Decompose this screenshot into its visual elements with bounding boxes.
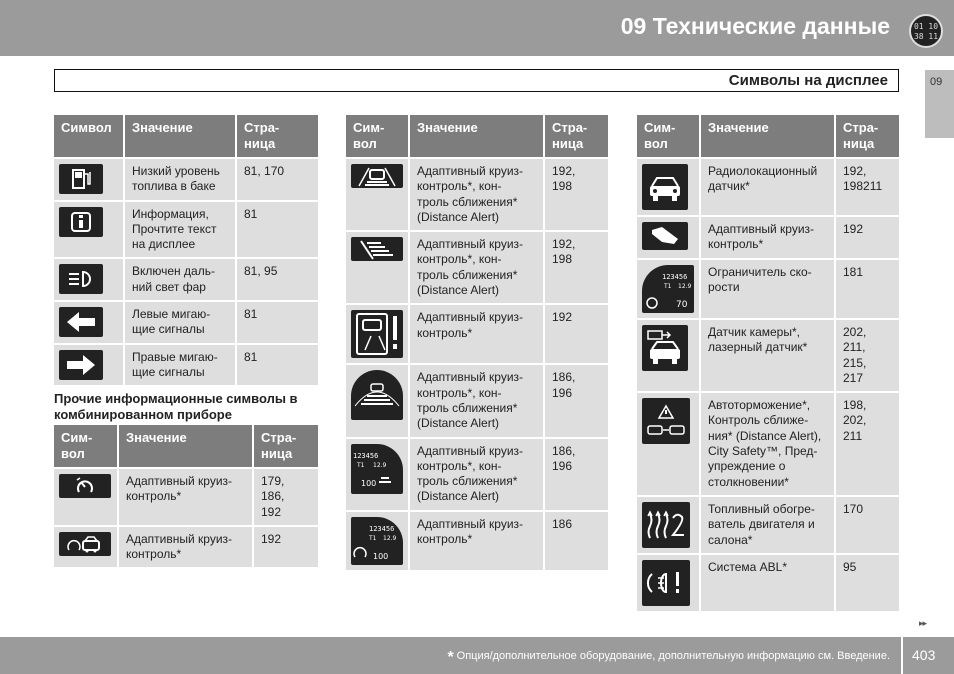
page-number: 403 — [912, 647, 936, 663]
meaning-cell: Топливный обогре- ватель двигателя и салона* — [701, 497, 836, 555]
table-row — [54, 345, 318, 388]
col-meaning: Значение — [701, 115, 836, 159]
footer-note-text: Опция/дополнительное оборудование, дополнительную информацию см. Введение. — [456, 650, 890, 662]
col-meaning: Значение — [125, 115, 237, 159]
page-cell: 81 — [237, 302, 318, 345]
meaning-cell: Адаптивный круиз- контроль* — [410, 305, 545, 365]
col-meaning: Значение — [119, 425, 254, 469]
col-symbol: Сим- вол — [346, 115, 410, 159]
auto-brake-icon — [642, 398, 690, 444]
page-cell: 181 — [836, 260, 899, 320]
car-cruise-icon — [59, 532, 111, 556]
meaning-cell: Адаптивный круиз- контроль*, кон- троль сближения* (Distance Alert) — [410, 159, 545, 232]
meaning-cell: Ограничитель ско- рости — [701, 260, 836, 320]
page-cell: 179, 186, 192 — [254, 469, 318, 527]
col-symbol: Сим- вол — [637, 115, 701, 159]
symbols-table-1 — [54, 115, 318, 387]
gauge-odo-text: 123456 — [369, 524, 395, 533]
gauge-limit-text: 70 — [676, 300, 688, 310]
left-arrow-icon — [59, 307, 103, 337]
gauge-speed-text: 100 — [361, 478, 377, 488]
meaning-cell: Система ABL* — [701, 555, 836, 613]
table-row — [54, 259, 318, 302]
page-cell: 186, 196 — [545, 365, 608, 438]
meaning-cell: Адаптивный круиз- контроль* — [701, 217, 836, 260]
section-bar — [54, 69, 899, 92]
table-row — [346, 512, 608, 572]
table-row — [54, 302, 318, 345]
table-row — [637, 555, 899, 613]
col-page: Стра- ница — [254, 425, 318, 469]
chapter-title: 09 Технические данные — [620, 13, 890, 39]
meaning-cell: Левые мигаю- щие сигналы — [125, 302, 237, 345]
page-cell: 192 — [836, 217, 899, 260]
page-cell: 186 — [545, 512, 608, 572]
speed-limiter-icon — [642, 265, 694, 313]
symbols-table-2 — [54, 425, 318, 569]
page-cell: 192, 198211 — [836, 159, 899, 217]
table-row — [637, 159, 899, 217]
table-row — [637, 260, 899, 320]
subheading: Прочие информационные символы в комбинированном приборе — [54, 391, 298, 422]
footer-divider — [901, 637, 903, 674]
distance-alert-icon — [351, 164, 403, 188]
table-row — [346, 305, 608, 365]
page-cell: 192, 198 — [545, 159, 608, 232]
page-header — [0, 0, 954, 56]
col-page: Стра- ница — [237, 115, 318, 159]
info-icon — [59, 207, 103, 237]
next-page-arrows-icon[interactable]: ▸▸ — [919, 618, 927, 628]
meaning-cell: Адаптивный круиз- контроль*, кон- троль сближения* (Distance Alert) — [410, 439, 545, 512]
table-row — [54, 527, 318, 570]
page-cell: 192 — [254, 527, 318, 570]
table-row — [54, 202, 318, 260]
table-row — [637, 217, 899, 260]
table-row — [54, 159, 318, 202]
chapter-tab[interactable] — [925, 70, 954, 138]
gauge-speed-icon — [351, 517, 403, 565]
gauge-t1-value: 12.9 — [383, 534, 397, 542]
page-cell: 192, 198 — [545, 232, 608, 305]
table-row — [346, 232, 608, 305]
section-title: Символы на дисплее — [728, 72, 888, 89]
meaning-cell: Адаптивный круиз- контроль*, кон- троль сближения* (Distance Alert) — [410, 365, 545, 438]
gauge-odometer-icon — [351, 444, 403, 494]
table-row — [346, 159, 608, 232]
odometer-logo-icon — [909, 14, 943, 48]
page-cell: 192 — [545, 305, 608, 365]
gauge-t1-label: T1 — [369, 534, 377, 542]
gauge-t1-value: 12.9 — [678, 283, 692, 290]
table-row — [637, 393, 899, 497]
page-cell: 170 — [836, 497, 899, 555]
meaning-cell: Автоторможение*, Контроль сближе- ния* (Distance Alert), City Safety™, Пред- упреждение о столкновении* — [701, 393, 836, 497]
page-cell: 95 — [836, 555, 899, 613]
abl-icon — [642, 560, 690, 606]
gauge-odo-text: 123456 — [662, 273, 688, 281]
car-warning-icon — [351, 310, 403, 358]
col-symbol: Символ — [54, 115, 125, 159]
page-cell: 202, 211, 215, 217 — [836, 320, 899, 393]
gauge-t1-label: T1 — [664, 283, 672, 290]
col-meaning: Значение — [410, 115, 545, 159]
fuel-heater-icon — [642, 502, 690, 548]
logo-top-text: 01 10 — [913, 22, 939, 31]
footer-asterisk: * — [447, 649, 454, 666]
table-row — [637, 497, 899, 555]
footer-note — [447, 649, 890, 667]
meaning-cell: Включен даль- ний свет фар — [125, 259, 237, 302]
gauge-road-icon — [351, 370, 403, 420]
meaning-cell: Адаптивный круиз- контроль*, кон- троль сближения* (Distance Alert) — [410, 232, 545, 305]
meaning-cell: Датчик камеры*, лазерный датчик* — [701, 320, 836, 393]
page-cell: 81 — [237, 345, 318, 388]
chapter-tab-label: 09 — [930, 76, 943, 88]
page-cell: 81, 95 — [237, 259, 318, 302]
right-arrow-icon — [59, 350, 103, 380]
high-beam-icon — [59, 264, 103, 294]
camera-car-icon — [642, 325, 688, 371]
col-page: Стра- ница — [836, 115, 899, 159]
hand-cruise-icon — [642, 222, 688, 250]
radar-car-icon — [642, 164, 688, 210]
symbols-table-4 — [637, 115, 899, 613]
meaning-cell: Адаптивный круиз- контроль* — [119, 527, 254, 570]
page-cell: 186, 196 — [545, 439, 608, 512]
table-row — [346, 439, 608, 512]
distance-bars-icon — [351, 237, 403, 261]
table-row — [637, 320, 899, 393]
fuel-pump-icon — [59, 164, 103, 194]
cruise-control-icon — [59, 474, 111, 498]
page-cell: 81 — [237, 202, 318, 260]
meaning-cell: Радиолокационный датчик* — [701, 159, 836, 217]
meaning-cell: Низкий уровень топлива в баке — [125, 159, 237, 202]
logo-bottom-text: 38 11 — [913, 32, 939, 41]
meaning-cell: Адаптивный круиз- контроль* — [119, 469, 254, 527]
meaning-cell: Правые мигаю- щие сигналы — [125, 345, 237, 388]
symbols-table-3 — [346, 115, 608, 572]
gauge-odo-text: 123456 — [353, 451, 379, 460]
meaning-cell: Адаптивный круиз- контроль* — [410, 512, 545, 572]
table-row — [346, 365, 608, 438]
page-cell: 198, 202, 211 — [836, 393, 899, 497]
gauge-t1-label: T1 — [357, 461, 365, 469]
page-cell: 81, 170 — [237, 159, 318, 202]
col-symbol: Сим- вол — [54, 425, 119, 469]
col-page: Стра- ница — [545, 115, 608, 159]
page-footer — [0, 637, 954, 674]
meaning-cell: Информация, Прочтите текст на дисплее — [125, 202, 237, 260]
gauge-t1-value: 12.9 — [373, 461, 387, 469]
gauge-speed-text: 100 — [373, 551, 389, 561]
table-row — [54, 469, 318, 527]
